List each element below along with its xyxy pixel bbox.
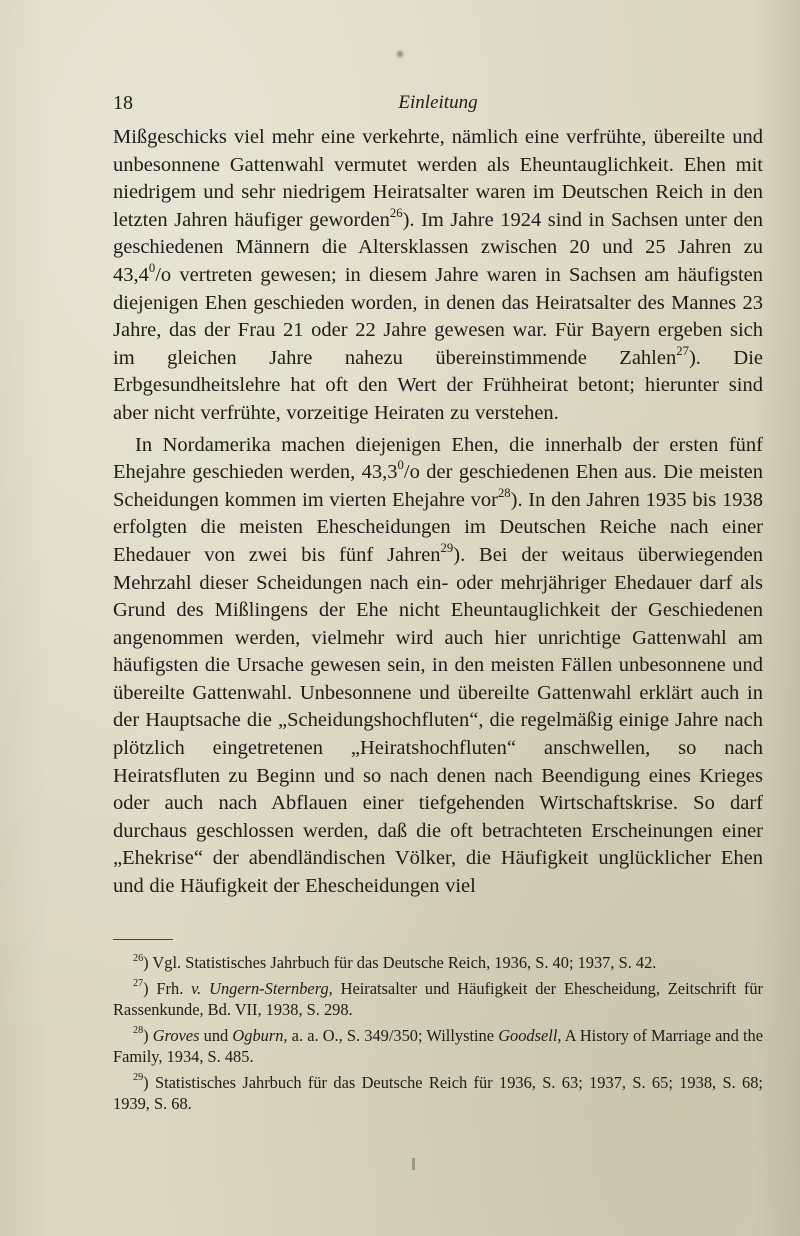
paragraph-2: In Nordamerika machen diejenigen Ehen, die innerhalb der ersten fünf Ehejahre geschieden werden, 43,3$^0$/o der geschiedenen Ehen aus. Die meisten Scheidungen kommen im vierten Ehejahre vor$^{28}$). In den Jahren 1935 bis 1938 erfolgten die meisten Ehescheidungen im Deutschen Reiche nach einer Ehedauer von zwei bis fünf Jahren$^{29}$). Bei der weitaus überwiegenden Mehrzahl dieser Scheidungen nach ein- oder mehrjähriger Ehedauer darf als Grund des Mißlingens der Ehe nicht Eheuntauglichkeit der Geschiedenen angenommen werden, vielmehr wird auch hier unrichtige Gattenwahl am häufigsten die Ursache gewesen sein, in den meisten Fällen unbesonnene und übereilte Gattenwahl. Unbesonnene und übereilte Gattenwahl erklärt auch in der Hauptsache die „Scheidungshochfluten“, die regelmäßig einige Jahre nach plötzlich eingetretenen „Heiratshochfluten“ anschwellen, so nach Heiratsfluten zu Beginn und so nach denen nach Beendigung eines Krieges oder auch nach Abflauen einer tiefgehenden Wirtschaftskrise. So darf durchaus geschlossen werden, daß die oft betrachteten Erscheinungen einer „Ehekrise“ der abendländischen Völker, die Häufigkeit unglücklicher Ehen und die Häufigkeit der Ehescheidungen viel [113,433,763,898]
footnote-ref-29: 29 [440,540,454,555]
footnote-26: $^{26}$) Vgl. Statistisches Jahrbuch für das Deutsche Reich, 1936, S. 40; 1937, S. 42. [133,952,657,972]
running-head [113,92,763,122]
footnote-ref-26: 26 [389,205,403,220]
footnotes [113,952,763,1119]
footnote-divider [113,939,173,940]
author-name: Goodsell, [498,1025,562,1045]
footnote-ref-27: 27 [676,343,689,358]
footnote-29: $^{29}$) Statistisches Jahrbuch für das Deutsche Reich für 1936, S. 63; 1937, S. 65; 1938, S. 68; 1939, S. 68. [113,1072,763,1113]
footnote-28: $^{28}$) Groves und Ogburn, a. a. O., S. 349/350; Willystine Goodsell, A History of Marriage and the Family, 1934, S. 485. [113,1025,763,1066]
body-text [113,124,763,901]
author-name: Groves [152,1025,200,1045]
footnote-ref-28: 28 [497,485,511,500]
author-name: Ogburn, [232,1025,288,1045]
page-number: 18 [113,92,133,114]
footnote-27: $^{27}$) Frh. v. Ungern-Sternberg, Heiratsalter und Häufigkeit der Ehescheidung, Zeitschrift für Rassenkunde, Bd. VII, 1938, S. 298. [113,978,764,1019]
author-name: v. Ungern-Sternberg, [191,978,333,998]
section-title: Einleitung [398,92,478,113]
ink-smudge [396,48,404,60]
paragraph-1: Mißgeschicks viel mehr eine verkehrte, nämlich eine verfrühte, übereilte und unbesonnene Gattenwahl vermutet werden als Eheuntauglichkeit. Ehen mit niedrigem und sehr niedrigem Heiratsalter waren im Deutschen Reich in den letzten Jahren häufiger geworden$^{26}$). Im Jahre 1924 sind in Sachsen unter den geschiedenen Männern die Altersklassen zwischen 20 und 25 Jahren zu 43,4$^0$/o vertreten gewesen; in diesem Jahre waren in Sachsen am häufigsten diejenigen Ehen geschieden worden, in denen das Heiratsalter des Mannes 23 Jahre, das der Frau 21 oder 22 Jahre gewesen war. Für Bayern ergeben sich im gleichen Jahre nahezu übereinstimmende Zahlen$^{27}$). Die Erbgesundheitslehre hat oft den Wert der Frühheirat betont; hierunter sind aber nicht verfrühte, vorzeitige Heiraten zu verstehen. [113,126,763,424]
ink-mark [412,1158,415,1170]
